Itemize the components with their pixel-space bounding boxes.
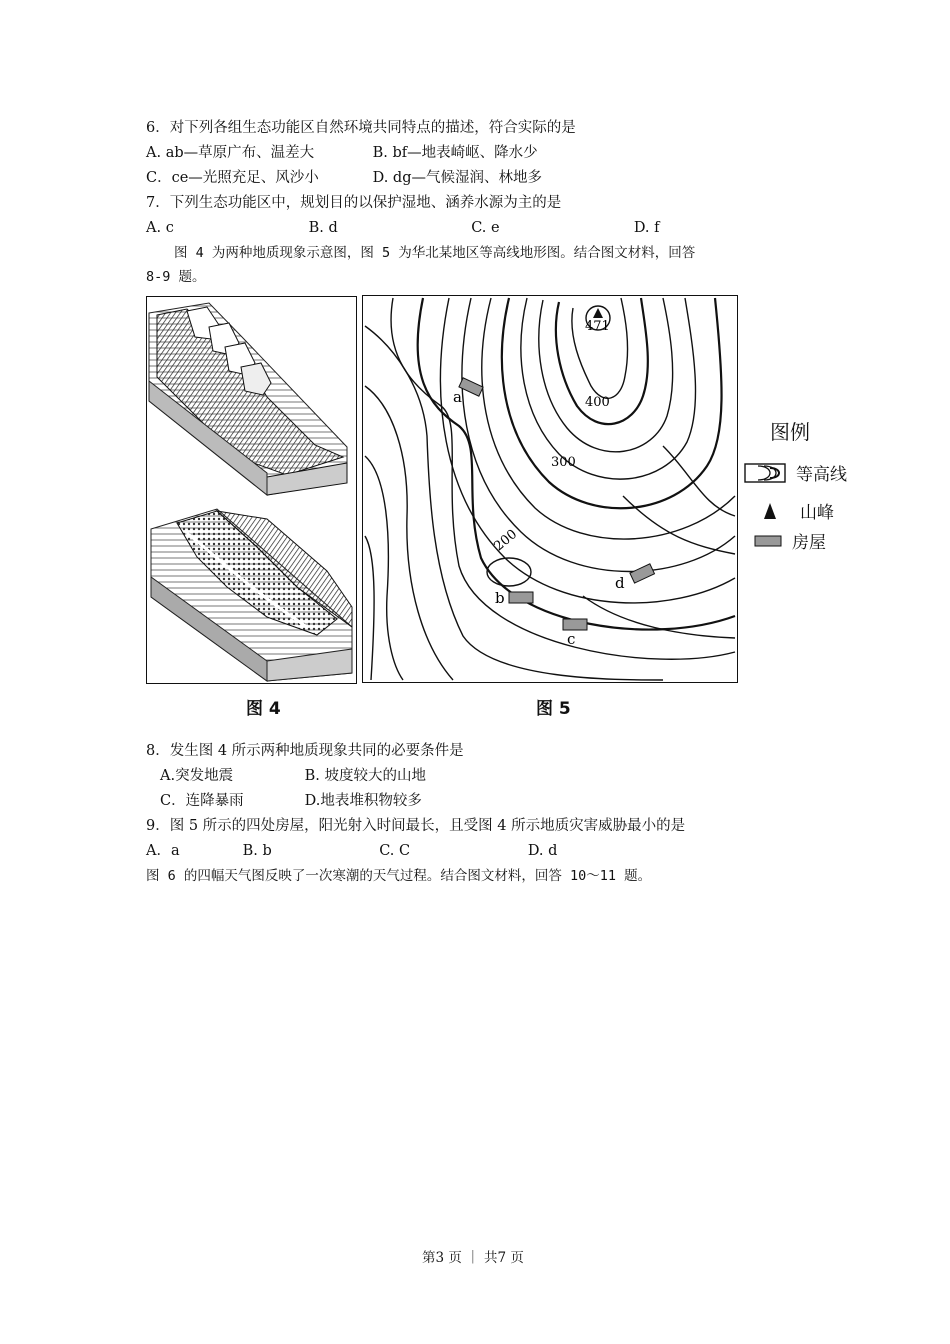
- intro-8-9-line1: 图 4 为两种地质现象示意图，图 5 为华北某地区等高线地形图。结合图文材料，回答: [174, 245, 696, 261]
- figure5-frame: [362, 295, 738, 683]
- q8-option-d: D.地表堆积物较多: [304, 793, 422, 809]
- house-icon: [563, 619, 587, 630]
- intro-10-11: 图 6 的四幅天气图反映了一次寒潮的天气过程。结合图文材料，回答 10～11 题。: [146, 868, 652, 884]
- page-footer: 第3 页 ｜ 共7 页: [422, 1250, 524, 1266]
- contour-line: [391, 298, 735, 659]
- q6-stem: 6．对下列各组生态功能区自然环境共同特点的描述，符合实际的是: [146, 120, 576, 136]
- contour-lines: [365, 298, 735, 680]
- contour-label-300: 300: [551, 455, 576, 470]
- house-symbol-icon: [754, 533, 782, 549]
- house-label-a: a: [453, 388, 462, 406]
- house-label-d: d: [615, 574, 625, 592]
- house-label-c: c: [567, 630, 576, 648]
- contour-line: [583, 596, 735, 638]
- q8-stem: 8．发生图 4 所示两种地质现象共同的必要条件是: [146, 743, 464, 759]
- peak-icon: [593, 308, 603, 318]
- q6-option-b: B. bf—地表崎岖、降水少: [372, 145, 538, 161]
- q8-option-a: A.突发地震: [160, 768, 234, 784]
- landslide-block: [149, 303, 347, 495]
- legend-house: [754, 528, 826, 553]
- q7-stem: 7．下列生态功能区中，规划目的以保护湿地、涵养水源为主的是: [146, 195, 562, 211]
- contour-line: [365, 386, 453, 680]
- figure5-caption: 图 5: [536, 699, 571, 719]
- contour-line: [441, 298, 735, 603]
- q8-options-row2: [160, 791, 422, 811]
- contour-label-400: 400: [585, 395, 610, 410]
- house-icon: [630, 564, 655, 583]
- legend-contour-label: 等高线: [796, 465, 847, 485]
- legend-house-label: 房屋: [792, 533, 826, 553]
- q8-option-c: C．连降暴雨: [160, 793, 244, 809]
- contour-line: [365, 536, 374, 680]
- q6-options-row2: [146, 168, 542, 188]
- contour-line: [482, 298, 735, 539]
- contour-label-200: 200: [491, 526, 521, 555]
- contour-line: [623, 496, 735, 554]
- figure5-contour-map: [363, 296, 737, 682]
- q7-option-d: D. f: [633, 220, 660, 236]
- q9-option-c: C. C: [379, 843, 411, 859]
- contour-line: [365, 326, 663, 680]
- figure4-illustration: [147, 297, 356, 683]
- debris-flow-block: [151, 509, 352, 681]
- legend-contour: [744, 460, 847, 485]
- peak-symbol-icon: [762, 502, 778, 520]
- q9-option-a: A．a: [146, 843, 180, 859]
- q7-option-b: B. d: [308, 220, 338, 236]
- contour-symbol-icon: [744, 462, 786, 484]
- house-icon: [509, 592, 533, 603]
- figure4-caption: 图 4: [246, 699, 281, 719]
- legend-peak: [762, 498, 834, 523]
- house-label-b: b: [495, 589, 505, 607]
- q7-option-c: C. e: [471, 220, 500, 236]
- q6-option-d: D. dg—气候湿润、林地多: [372, 170, 542, 186]
- intro-8-9-line2: 8-9 题。: [146, 269, 206, 285]
- q9-options: [146, 841, 557, 861]
- legend-peak-label: 山峰: [800, 503, 834, 523]
- q9-stem: 9．图 5 所示的四处房屋，阳光射入时间最长，且受图 4 所示地质灾害威胁最小的是: [146, 818, 686, 834]
- q8-options-row1: [160, 766, 426, 786]
- q7-option-a: A. c: [146, 220, 174, 236]
- q7-options: [146, 218, 660, 238]
- q8-option-b: B. 坡度较大的山地: [304, 768, 426, 784]
- contour-label-471: 471: [585, 319, 610, 334]
- houses: [453, 378, 655, 648]
- q6-option-a: A. ab—草原广布、温差大: [146, 145, 315, 161]
- q9-option-d: D. d: [527, 843, 558, 859]
- figure4-frame: [146, 296, 357, 684]
- q6-option-c: C．ce—光照充足、风沙小: [146, 170, 319, 186]
- contour-line: [365, 456, 403, 680]
- q9-option-b: B. b: [242, 843, 272, 859]
- q6-options-row1: [146, 143, 538, 163]
- legend-title: 图例: [770, 420, 810, 444]
